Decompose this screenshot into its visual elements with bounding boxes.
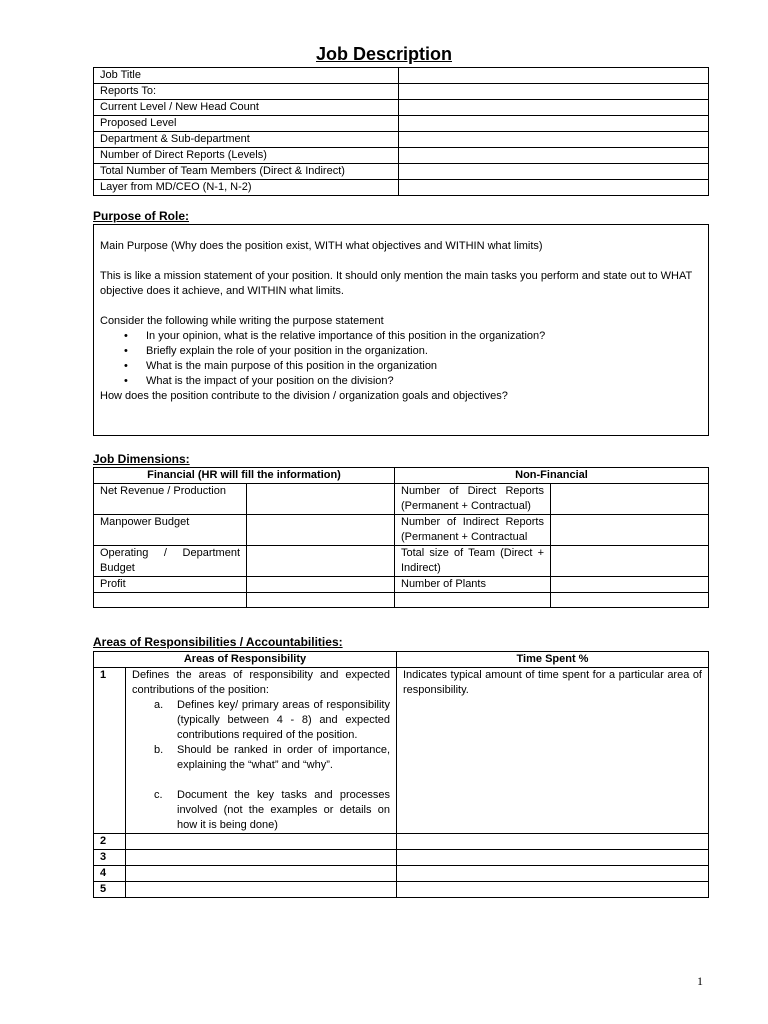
info-value-field[interactable] — [399, 84, 709, 100]
row-number: 2 — [94, 834, 126, 850]
responsibility-cell[interactable] — [126, 882, 397, 898]
financial-label: Operating / Department Budget — [94, 546, 247, 577]
table-row — [94, 515, 709, 546]
consider-text: Consider the following while writing the purpose statement — [100, 315, 384, 327]
area-header: Areas of Responsibility — [94, 652, 397, 668]
list-item — [154, 698, 390, 743]
financial-label: Net Revenue / Production — [94, 484, 247, 515]
nonfinancial-value-field[interactable] — [551, 484, 709, 515]
info-value-field[interactable] — [399, 132, 709, 148]
table-row — [94, 577, 709, 593]
nonfinancial-label: Number of Indirect Reports (Permanent + Contractual — [395, 515, 551, 546]
financial-value-field[interactable] — [247, 515, 395, 546]
list-item: • What is the impact of your position on the division? — [124, 374, 702, 389]
closing-question: How does the position contribute to the division / organization goals and objectives? — [100, 390, 508, 402]
list-marker: c. — [154, 789, 163, 801]
table-header-row — [94, 652, 709, 668]
list-marker: b. — [154, 744, 164, 756]
time-header: Time Spent % — [397, 652, 709, 668]
info-value-field[interactable] — [399, 100, 709, 116]
main-purpose-text: Main Purpose (Why does the position exist, WITH what objectives and WITHIN what limits) — [100, 240, 543, 252]
table-row — [94, 834, 709, 850]
info-value-field[interactable] — [399, 148, 709, 164]
table-row — [94, 132, 709, 148]
list-item — [154, 743, 390, 773]
info-label: Number of Direct Reports (Levels) — [94, 148, 399, 164]
responsibilities-table — [93, 651, 709, 898]
table-row — [94, 148, 709, 164]
job-info-table — [93, 67, 709, 196]
table-row — [94, 866, 709, 882]
table-row — [94, 546, 709, 577]
nonfinancial-label: Total size of Team (Direct + Indirect) — [395, 546, 551, 577]
nonfinancial-header: Non-Financial — [395, 468, 709, 484]
table-row — [94, 850, 709, 866]
mission-text: This is like a mission statement of your position. It should only mention the main tasks you perform and state out to WHAT objective does it achieve, and WITHIN what limits. — [100, 270, 693, 297]
table-row — [94, 116, 709, 132]
info-label: Reports To: — [94, 84, 399, 100]
info-label: Current Level / New Head Count — [94, 100, 399, 116]
empty-cell[interactable] — [395, 593, 551, 608]
responsibility-sub-list — [132, 698, 390, 833]
financial-value-field[interactable] — [247, 546, 395, 577]
responsibility-cell[interactable] — [126, 834, 397, 850]
info-value-field[interactable] — [399, 68, 709, 84]
empty-cell[interactable] — [247, 593, 395, 608]
info-value-field[interactable] — [399, 116, 709, 132]
nonfinancial-value-field[interactable] — [551, 546, 709, 577]
row-number: 4 — [94, 866, 126, 882]
empty-cell[interactable] — [94, 593, 247, 608]
responsibility-cell[interactable] — [126, 866, 397, 882]
financial-value-field[interactable] — [247, 484, 395, 515]
time-spent-cell[interactable] — [397, 850, 709, 866]
list-item: • In your opinion, what is the relative importance of this position in the organization? — [124, 329, 702, 344]
table-row — [94, 593, 709, 608]
nonfinancial-value-field[interactable] — [551, 515, 709, 546]
info-label: Total Number of Team Members (Direct & Indirect) — [94, 164, 399, 180]
table-row — [94, 68, 709, 84]
dimensions-heading: Job Dimensions: — [93, 452, 190, 466]
table-row — [94, 164, 709, 180]
table-header-row — [94, 468, 709, 484]
row-number: 3 — [94, 850, 126, 866]
time-spent-cell[interactable] — [397, 882, 709, 898]
list-marker: a. — [154, 699, 164, 711]
document-title: Job Description — [315, 44, 453, 64]
row-number: 1 — [94, 668, 126, 834]
page-number: 1 — [697, 974, 703, 988]
time-spent-cell[interactable]: Indicates typical amount of time spent for a particular area of responsibility. — [397, 668, 709, 834]
responsibilities-heading: Areas of Responsibilities / Accountabilities: — [93, 635, 343, 649]
info-label: Layer from MD/CEO (N-1, N-2) — [94, 180, 399, 196]
table-row — [94, 484, 709, 515]
purpose-heading: Purpose of Role: — [93, 209, 190, 223]
table-row — [94, 100, 709, 116]
info-label: Job Title — [94, 68, 399, 84]
info-label: Proposed Level — [94, 116, 399, 132]
info-label: Department & Sub-department — [94, 132, 399, 148]
responsibility-cell[interactable] — [126, 850, 397, 866]
purpose-bullet-list — [100, 329, 702, 389]
info-value-field[interactable] — [399, 164, 709, 180]
purpose-box[interactable] — [93, 224, 709, 436]
table-row — [94, 180, 709, 196]
financial-label: Manpower Budget — [94, 515, 247, 546]
table-row — [94, 882, 709, 898]
time-spent-cell[interactable] — [397, 866, 709, 882]
empty-cell[interactable] — [551, 593, 709, 608]
table-row — [94, 84, 709, 100]
list-item-text: Defines key/ primary areas of responsibility (typically between 4 - 8) and expected contributions required of the position. — [177, 699, 390, 741]
financial-label: Profit — [94, 577, 247, 593]
responsibility-intro: Defines the areas of responsibility and expected contributions of the position: — [132, 669, 390, 696]
nonfinancial-value-field[interactable] — [551, 577, 709, 593]
job-dimensions-table — [93, 467, 709, 608]
responsibility-cell[interactable] — [126, 668, 397, 834]
time-spent-cell[interactable] — [397, 834, 709, 850]
list-item-text: Document the key tasks and processes involved (not the examples or details on how it is being done) — [177, 789, 390, 831]
table-row — [94, 668, 709, 834]
row-number: 5 — [94, 882, 126, 898]
nonfinancial-label: Number of Direct Reports (Permanent + Contractual) — [395, 484, 551, 515]
nonfinancial-label: Number of Plants — [395, 577, 551, 593]
list-item-text: Should be ranked in order of importance, explaining the “what” and “why”. — [177, 744, 390, 771]
list-item — [154, 788, 390, 833]
financial-header: Financial (HR will fill the information) — [94, 468, 395, 484]
info-value-field[interactable] — [399, 180, 709, 196]
list-item: • What is the main purpose of this position in the organization — [124, 359, 702, 374]
financial-value-field[interactable] — [247, 577, 395, 593]
list-item: • Briefly explain the role of your position in the organization. — [124, 344, 702, 359]
